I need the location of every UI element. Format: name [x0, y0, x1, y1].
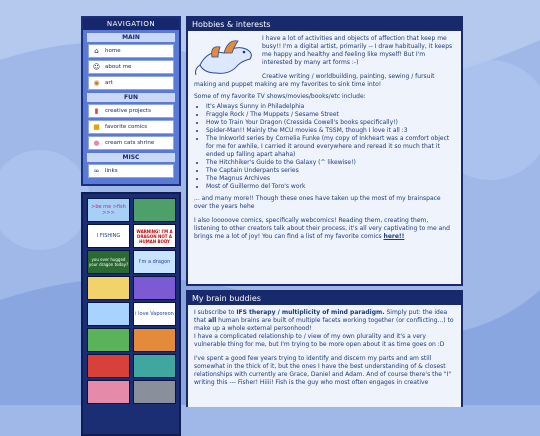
crayons-icon: ▮ [94, 106, 99, 115]
nav-item-art[interactable] [88, 76, 174, 90]
blinkie-fishing: I FISHING [87, 224, 130, 248]
blinkie-orange [133, 328, 176, 352]
person-icon: ☺ [92, 62, 101, 71]
nav-section-fun: FUN [87, 93, 175, 102]
hobbies-body [188, 31, 461, 251]
nav-item-about-me[interactable] [88, 60, 174, 74]
nav-title: NAVIGATION [83, 18, 179, 30]
buddies-paragraph-3: I've spent a good few years trying to identify and discern my parts and am still somewhat in the thick of it, but the ones I have the best understanding of & closest relationships with currently are Grace, Daniel and Adam. And of course there's the "I" writing this --- Fisher! Hiiii! Fish is the guy who most often engages in creative [194, 355, 452, 386]
brain-buddies-panel [186, 290, 463, 407]
palette-icon: ◉ [93, 78, 100, 87]
buddies-bold: all [208, 317, 217, 324]
list-item: • The Hitchhiker's Guide to the Galaxy (^ likewise!) [206, 159, 455, 167]
nav-item-favorite-comics[interactable] [88, 120, 174, 134]
comics-paragraph [194, 217, 455, 241]
nav-section-main: MAIN [87, 33, 175, 42]
home-icon: ⌂ [94, 46, 99, 55]
nav-item-label: creative projects [105, 108, 151, 114]
nav-item-label: art [105, 80, 113, 86]
blinkie-teal [133, 354, 176, 378]
comic-icon: ■ [93, 122, 100, 131]
list-item: • Most of Guillermo del Toro's work [206, 183, 455, 191]
blinkie-eeveelution [87, 302, 130, 326]
nav-item-home[interactable] [88, 44, 174, 58]
blinkie-fish [133, 198, 176, 222]
nav-item-label: favorite comics [105, 124, 148, 130]
nav-item-label: home [105, 48, 121, 54]
nav-item-creative-projects[interactable] [88, 104, 174, 118]
buddies-text: I subscribe to [194, 309, 237, 316]
brain-buddies-title: My brain buddies [188, 292, 461, 305]
hobbies-intro-2: Creative writing / worldbuilding, painting, sewing / fursuit making and puppet making are my favorites to sink time into! [194, 73, 435, 88]
nav-item-label: links [105, 168, 118, 174]
blinkies-panel [81, 192, 181, 436]
buddies-paragraph-2: I have a complicated relationship to / view of my own plurality and it's a very vulnerable thing for me, but I'm trying to be more open about it as time goes on :D [194, 333, 445, 348]
buddies-paragraph-1 [194, 309, 455, 333]
nav-item-links[interactable] [88, 164, 174, 178]
blinkie-creature [87, 276, 130, 300]
nav-item-cream-cats-shrine[interactable] [88, 136, 174, 150]
comics-link[interactable]: here!! [383, 233, 405, 240]
comics-text: I also looooove comics, specifically webcomics! Reading them, creating them, listening to other creators talk about their process, it's all very captivating to me and brings me a lot of joy! You can find a list of my favorite comics [194, 217, 450, 240]
blinkie-vaporeon: i love Vaporeon [133, 302, 176, 326]
blinkie-green [87, 328, 130, 352]
blinkie-pink [87, 380, 130, 404]
dragon-illustration [194, 35, 258, 79]
blinkie-im-a-dragon: I'm a dragon [133, 250, 176, 274]
after-list-text: ... and many more!! Though these ones have taken up the most of my brainspace over the years hehe [194, 195, 441, 210]
nav-section-misc: MISC [87, 153, 175, 162]
sidebar [81, 16, 181, 405]
cat-icon: ● [93, 138, 100, 147]
hobbies-intro-1: I have a lot of activities and objects of affection that keep me busy!! I'm a digital artist, primarily -- I draw habitually, it keeps me happy and healthy and feeling like myself! But I'm interested by many art forms :-) [262, 35, 453, 66]
blinkie-be-me-fish: >be me >fish >>> [87, 198, 130, 222]
blinkie-red [87, 354, 130, 378]
brain-buddies-body [188, 305, 461, 397]
list-item: • The Inkworld series by Cornelia Funke (my copy of Inkheart was a comfort object for me for awhile, I carried it around everywhere and reread it so much that it ended up falling apart ahaha) [206, 135, 455, 159]
blinkie-warning-dragon: WARNING! I'M A DRAGON NOT A HUMAN BODY [133, 224, 176, 248]
list-item: • How to Train Your Dragon (Cressida Cowell's books specifically!) [206, 119, 455, 127]
list-item: • It's Always Sunny in Philadelphia [206, 103, 455, 111]
buddies-text: human brains are built of multiple facets working together (or conflicting...) to make up a whole external personhood! [194, 317, 454, 332]
list-item: • The Magnus Archives [206, 175, 455, 183]
nav-item-label: cream cats shrine [105, 140, 155, 146]
list-item: • Fraggle Rock / The Muppets / Sesame Street [206, 111, 455, 119]
list-item: • Spider-Man!! Mainly the MCU movies & TSSM, though I love it all :3 [206, 127, 455, 135]
navigation-box [81, 16, 181, 186]
ifs-link[interactable]: IFS therapy / multiplicity of mind paradigm. [236, 309, 385, 316]
list-item: • The Captain Underpants series [206, 167, 455, 175]
hobbies-title: Hobbies & interests [188, 18, 461, 31]
nav-item-label: about me [105, 64, 132, 70]
blinkie-pokemon [133, 276, 176, 300]
tv-heading: Some of my favorite TV shows/movies/books/etc include: [194, 93, 366, 100]
link-icon: ∞ [93, 166, 100, 175]
blinkie-gray [133, 380, 176, 404]
blinkie-hug-dragon: you ever hugged your dragon today? [87, 250, 130, 274]
hobbies-panel [186, 16, 463, 286]
buddies-text: Simply put: the idea that [194, 309, 448, 324]
favorites-list [194, 103, 455, 191]
